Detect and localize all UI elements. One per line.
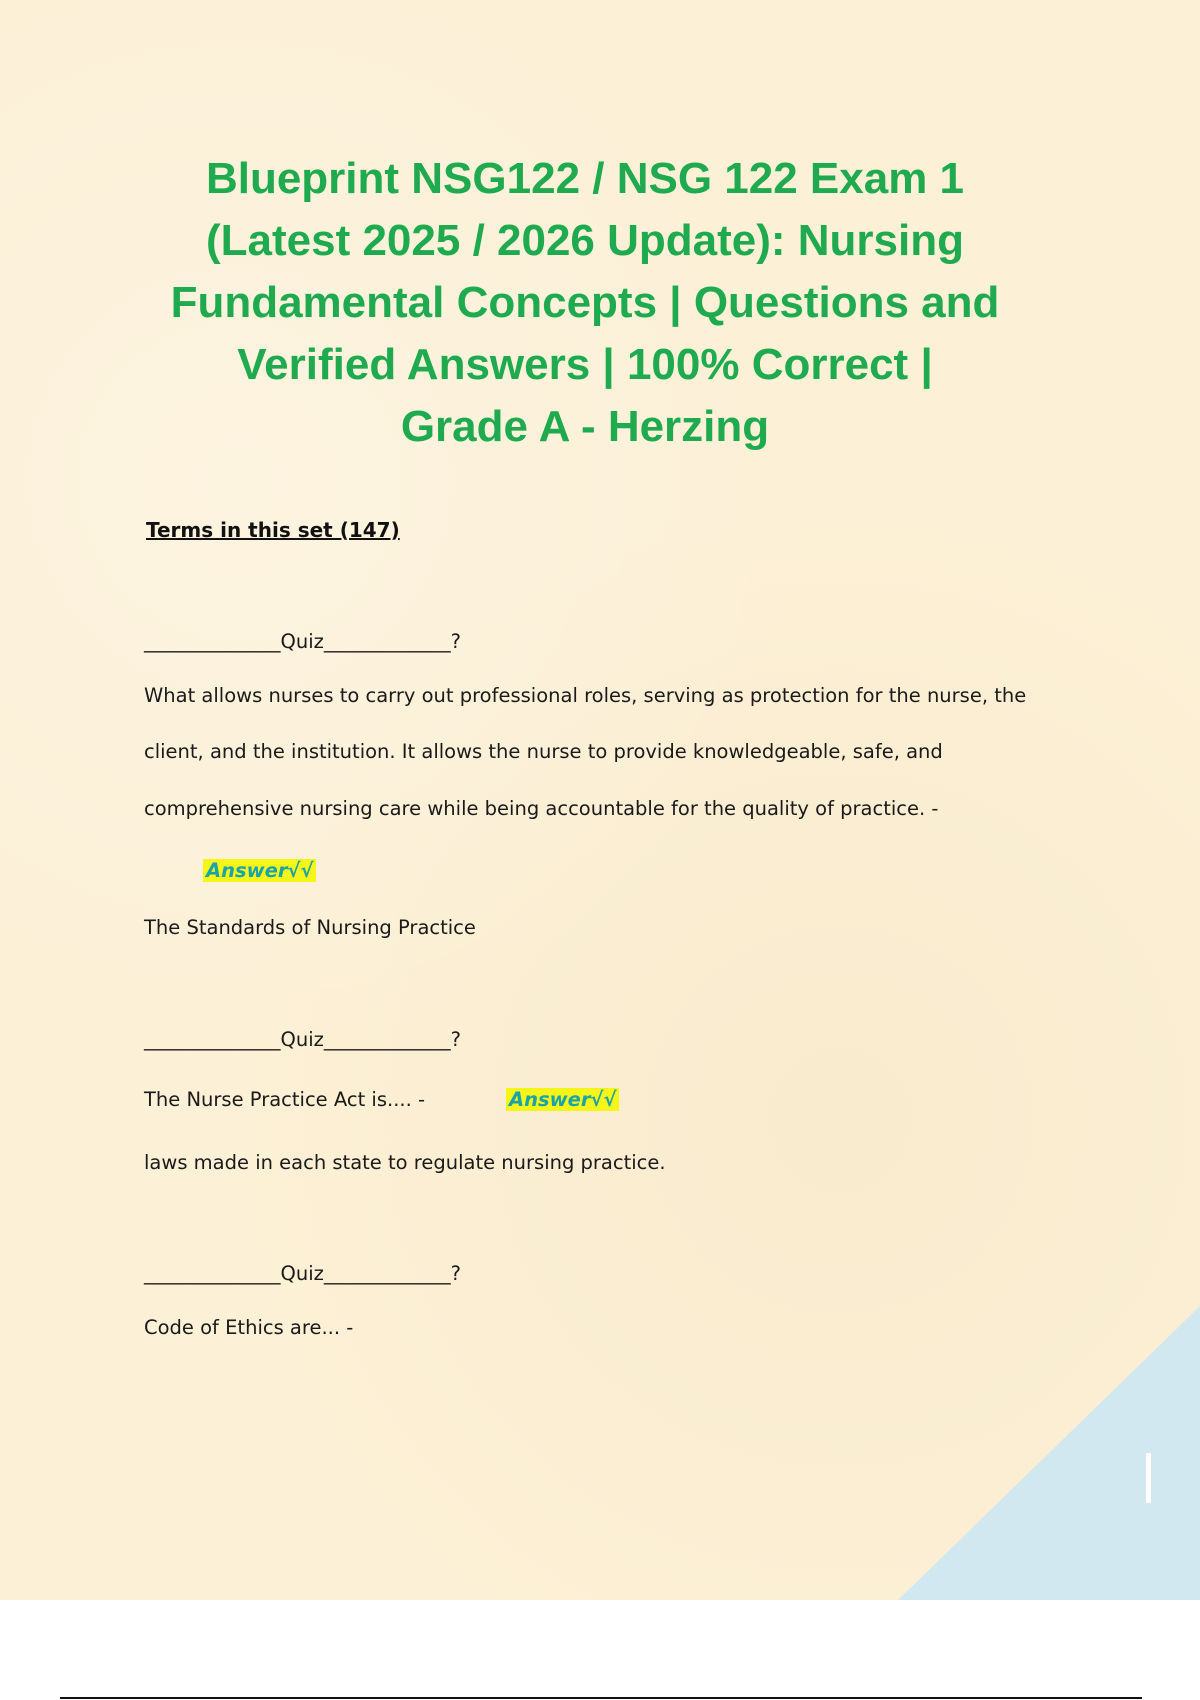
quiz-label: ______________Quiz_____________? <box>144 1028 461 1051</box>
title-line: Fundamental Concepts | Questions and <box>170 278 1000 327</box>
terms-heading: Terms in this set (147) <box>146 518 400 542</box>
quiz-label: ______________Quiz_____________? <box>144 630 461 653</box>
question-text: What allows nurses to carry out professional roles, serving as protection for the nurse, the <box>144 684 1027 707</box>
question-text: comprehensive nursing care while being accountable for the quality of practice. - <box>144 797 939 820</box>
corner-mark <box>1146 1453 1151 1503</box>
answer-text: laws made in each state to regulate nursing practice. <box>144 1151 666 1174</box>
question-text: The Nurse Practice Act is.... - <box>144 1088 426 1111</box>
quiz-label: ______________Quiz_____________? <box>144 1262 461 1285</box>
question-text: Code of Ethics are... - <box>144 1316 354 1339</box>
footer-divider <box>60 1697 1142 1699</box>
title-line: Grade A - Herzing <box>400 402 770 451</box>
answer-text: The Standards of Nursing Practice <box>144 916 476 939</box>
title-line: Blueprint NSG122 / NSG 122 Exam 1 <box>205 154 965 203</box>
answer-badge: Answer√√ <box>506 1088 619 1111</box>
title-line: (Latest 2025 / 2026 Update): Nursing <box>205 216 964 265</box>
document-title <box>100 148 1070 458</box>
answer-badge: Answer√√ <box>203 859 316 882</box>
title-line: Verified Answers | 100% Correct | <box>237 340 933 389</box>
question-text: client, and the institution. It allows the nurse to provide knowledgeable, safe, and <box>144 740 943 763</box>
